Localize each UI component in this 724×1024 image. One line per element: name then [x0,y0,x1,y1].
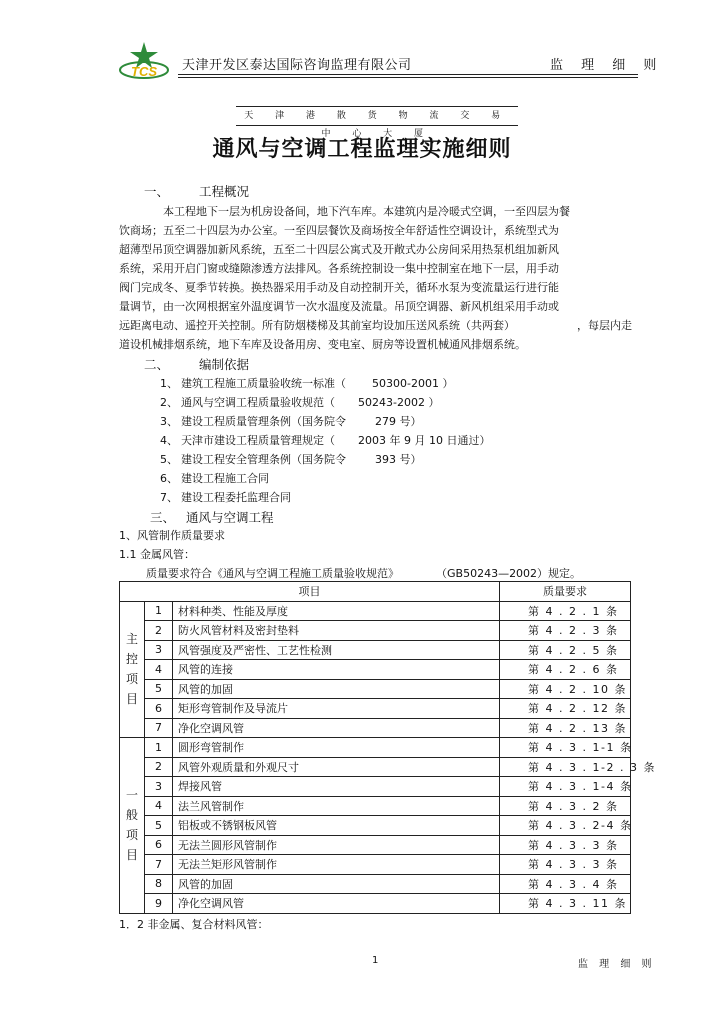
table-row [120,679,631,699]
section1-number: 一、 [144,184,170,199]
basis-item-text: 通风与空调工程质量验收规范（ [181,396,335,409]
row-requirement: 第 4 . 3 . 11 条 [500,894,631,914]
row-requirement: 第 4 . 3 . 1-1 条 [500,738,631,758]
basis-item-num: 2、 [160,396,178,409]
section3-heading: 通风与空调工程 [186,510,274,525]
section1-line-1: 本工程地下一层为机房设备间，地下汽车库。本建筑内是冷暖式空调，一至四层为餐 [163,205,570,218]
basis-item-num: 5、 [160,453,178,466]
row-requirement: 第 4 . 3 . 3 条 [500,835,631,855]
quality-note-code: （GB50243—2002）规定。 [436,567,582,580]
row-number: 1 [145,601,173,621]
logo-text: TCS [131,64,157,79]
row-requirement: 第 4 . 3 . 3 条 [500,855,631,875]
row-number: 6 [145,699,173,719]
row-number: 1 [145,738,173,758]
section1-line-7: 远距离电动、遥控开关控制。所有防烟楼梯及其前室均设加压送风系统（共两套） [119,319,515,332]
row-item: 净化空调风管 [173,894,500,914]
row-number: 5 [145,679,173,699]
row-number: 2 [145,621,173,641]
section1-line-3: 超薄型吊顶空调器加新风系统，五至二十四层公寓式及开敞式办公房间采用热泵机组加新风 [119,243,559,256]
table-row [120,796,631,816]
table-row [120,660,631,680]
group-label-general [120,738,145,914]
row-number: 4 [145,796,173,816]
row-item: 风管的加固 [173,679,500,699]
page-number: 1 [372,955,379,966]
company-name: 天津开发区泰达国际咨询监理有限公司 [182,58,412,73]
section1-line-7-tail: ，每层内走 [577,319,632,332]
document-title: 通风与空调工程监理实施细则 [212,137,512,162]
table-row [120,855,631,875]
row-requirement: 第 4 . 2 . 1 条 [500,601,631,621]
row-item: 矩形弯管制作及导流片 [173,699,500,719]
table-row [120,738,631,758]
footer-doc-type: 监 理 细 则 [578,959,656,970]
header-divider [178,74,638,75]
table-header-row [120,582,631,602]
basis-item-num: 3、 [160,415,178,428]
basis-item-text: 建设工程施工合同 [181,472,269,485]
section2-number: 二、 [144,357,170,372]
row-item: 无法兰矩形风管制作 [173,855,500,875]
row-item: 风管的连接 [173,660,500,680]
table-row [120,699,631,719]
row-number: 4 [145,660,173,680]
table-row [120,777,631,797]
table-row [120,757,631,777]
row-requirement: 第 4 . 2 . 10 条 [500,679,631,699]
basis-item-text: 天津市建设工程质量管理规定（ [181,434,335,447]
section2-heading: 编制依据 [199,357,250,372]
row-item: 无法兰圆形风管制作 [173,835,500,855]
row-number: 8 [145,874,173,894]
row-requirement: 第 4 . 2 . 3 条 [500,621,631,641]
table-row [120,874,631,894]
row-item: 圆形弯管制作 [173,738,500,758]
row-number: 5 [145,816,173,836]
basis-item-text: 建设工程安全管理条例（国务院令 [181,453,346,466]
basis-item-code: 50243-2002 ） [358,396,440,409]
section1-line-6: 量调节，由一次网根据室外温度调节一次水温度及流量。吊顶空调器、新风机组采用手动或 [119,300,559,313]
row-requirement: 第 4 . 2 . 13 条 [500,718,631,738]
row-requirement: 第 4 . 2 . 5 条 [500,640,631,660]
row-number: 3 [145,640,173,660]
subsection-nonmetal-duct: 1．2 非金属、复合材料风管： [119,918,269,931]
row-number: 9 [145,894,173,914]
row-item: 法兰风管制作 [173,796,500,816]
row-item: 风管的加固 [173,874,500,894]
row-number: 3 [145,777,173,797]
section1-line-5: 阀门完成冬、夏季节转换。换热器采用手动及自动控制开关，循环水泵为变流量运行进行能 [119,281,559,294]
table-header-requirement: 质量要求 [500,582,631,602]
basis-item-text: 建设工程委托监理合同 [181,491,291,504]
section3-number: 三、 [150,510,176,525]
basis-item-code: 50300-2001 ） [372,377,454,390]
row-item: 铝板或不锈钢板风管 [173,816,500,836]
basis-item-num: 1、 [160,377,178,390]
row-requirement: 第 4 . 3 . 1-2 . 3 条 [500,757,631,777]
company-logo [114,40,174,84]
row-number: 7 [145,718,173,738]
table-row [120,894,631,914]
basis-item-num: 7、 [160,491,178,504]
table-row [120,640,631,660]
row-requirement: 第 4 . 3 . 2 条 [500,796,631,816]
row-item: 风管外观质量和外观尺寸 [173,757,500,777]
group-label-main-control [120,601,145,738]
table-row [120,816,631,836]
project-name: 天 津 港 散 货 物 流 交 易 中 心 大 厦 [236,106,518,126]
row-item: 风管强度及严密性、工艺性检测 [173,640,500,660]
table-row [120,835,631,855]
header-doc-type: 监 理 细 则 [550,58,664,73]
basis-item-code: 393 号） [375,453,422,466]
table-row [120,601,631,621]
row-item: 净化空调风管 [173,718,500,738]
group-label-text: 主控项目 [126,632,139,707]
row-requirement: 第 4 . 3 . 2-4 条 [500,816,631,836]
basis-item-text: 建筑工程施工质量验收统一标准（ [181,377,346,390]
basis-item-code: 279 号） [375,415,422,428]
basis-item-num: 4、 [160,434,178,447]
group-label-text: 一般项目 [126,788,139,863]
basis-item-text: 建设工程质量管理条例（国务院令 [181,415,346,428]
quality-table [119,581,656,914]
row-number: 7 [145,855,173,875]
row-number: 6 [145,835,173,855]
table-row [120,718,631,738]
row-number: 2 [145,757,173,777]
row-item: 材料种类、性能及厚度 [173,601,500,621]
row-requirement: 第 4 . 2 . 6 条 [500,660,631,680]
table-row [120,621,631,641]
section1-heading: 工程概况 [199,184,250,199]
section1-line-2: 饮商场；五至二十四层为办公室。一至四层餐饮及商场按全年舒适性空调设计，系统型式为 [119,224,559,237]
row-item: 焊接风管 [173,777,500,797]
section1-line-4: 系统，采用开启门窗或缝隙渗透方法排风。各系统控制设一集中控制室在地下一层，用手动 [119,262,559,275]
row-item: 防火风管材料及密封垫料 [173,621,500,641]
table-header-item: 项目 [120,582,500,602]
header-divider-secondary [178,77,638,78]
row-requirement: 第 4 . 3 . 1-4 条 [500,777,631,797]
section1-line-8: 道设机械排烟系统，地下车库及设备用房、变电室、厨房等设置机械通风排烟系统。 [119,338,526,351]
basis-item-num: 6、 [160,472,178,485]
subsection-metal-duct: 1.1 金属风管： [119,548,195,561]
row-requirement: 第 4 . 2 . 12 条 [500,699,631,719]
subsection-duct-quality: 1、风管制作质量要求 [119,529,225,542]
quality-note: 质量要求符合《通风与空调工程施工质量验收规范》 [146,567,399,580]
basis-item-code: 2003 年 9 月 10 日通过） [358,434,491,447]
row-requirement: 第 4 . 3 . 4 条 [500,874,631,894]
